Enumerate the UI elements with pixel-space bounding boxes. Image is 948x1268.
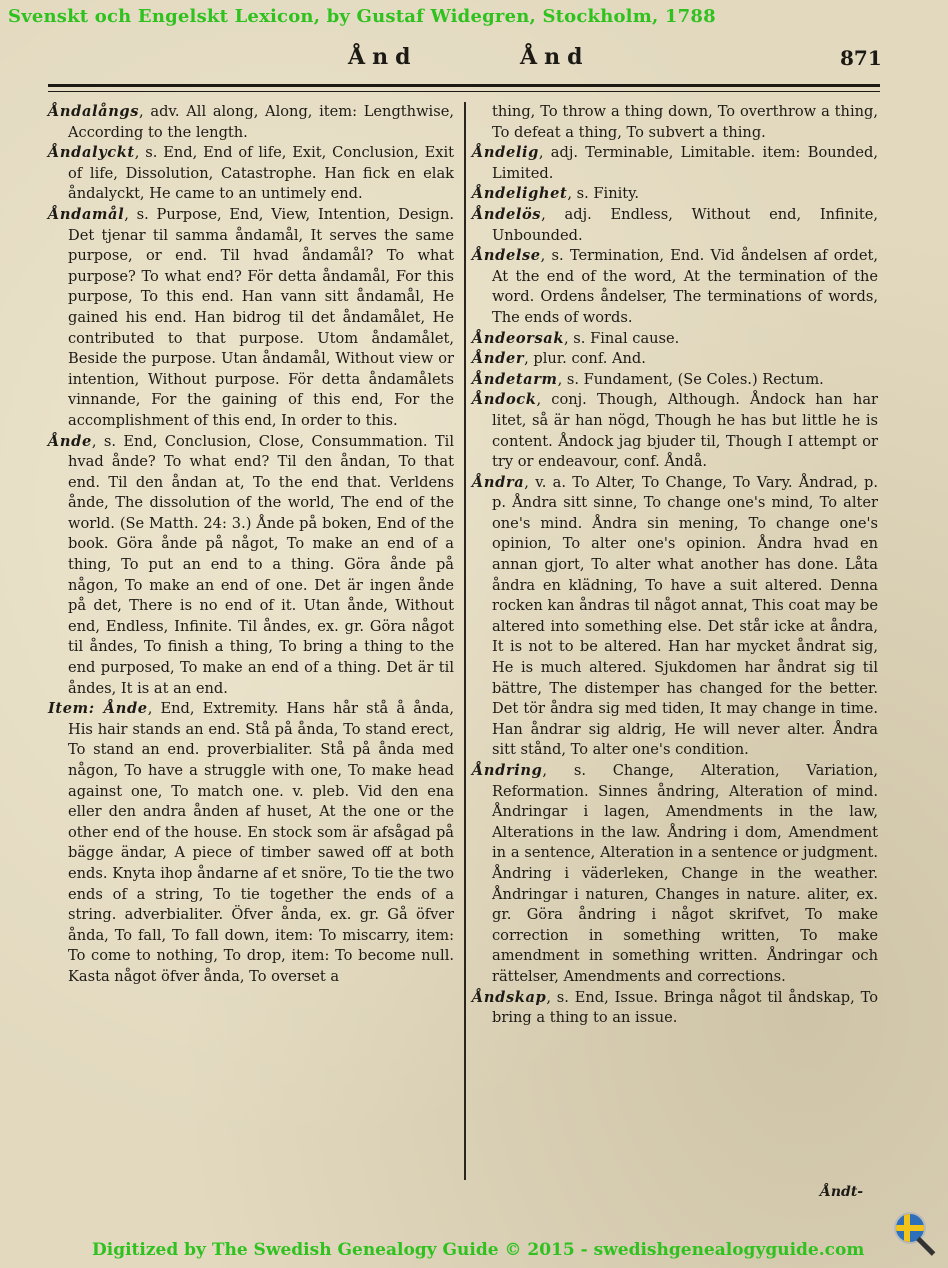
dictionary-entry: [472, 184, 878, 205]
running-head-right: Ånd: [520, 44, 590, 70]
dictionary-entry: [472, 761, 878, 988]
dictionary-entry: [472, 246, 878, 328]
dictionary-entry: [472, 349, 878, 370]
catchword: Åndt-: [820, 1184, 864, 1200]
entry-headword: Åndalyckt: [48, 144, 135, 162]
entry-definition: , s. End, End of life, Exit, Conclusion, Exit of life, Dissolution, Catastrophe. Han fick en elak åndalyckt, He came to an untimely end.: [68, 144, 454, 203]
entry-headword: Åndra: [472, 473, 525, 491]
dictionary-entry: [472, 329, 878, 350]
entry-definition: , s. End, Conclusion, Close, Consummation. Til hvad ånde? To what end? Til den åndan, To that end. Til den åndan at, To the end that. Verldens ånde, The dissolution of the world, The end of the world. (Se Matth. 24: 3.) Ånde på boken, End of the book. Göra ånde på något, To make an end of a thing, To put an end to a thing. Göra ånde på någon, To make an end of one. Det är ingen ånde på det, There is no end of it. Utan ånde, Without end, Endless, Infinite. Til åndes, ex. gr. Göra något til åndes, To finish a thing, To bring a thing to the end purposed, To make an end of a thing. Det är til åndes, It is at an end.: [68, 432, 454, 697]
entry-headword: Ånde: [48, 432, 92, 450]
entry-headword: Ånder: [472, 350, 525, 368]
entry-definition: , s. Termination, End. Vid åndelsen af ordet, At the end of the word, At the termination of the word. Ordens åndelser, The terminations of words, The ends of words.: [492, 247, 878, 326]
entry-headword: Åndelse: [472, 247, 541, 265]
entry-definition: , s. Purpose, End, View, Intention, Design. Det tjenar til samma åndamål, It serves the same purpose, or end. Til hvad åndamål? To what purpose? To what end? För detta åndamål, For this purpose, To this end. Han vann sitt åndamål, He gained his end. Han bidrog til det åndamålet, He contributed to that purpose. Utom åndamålet, Beside the purpose. Utan åndamål, Without view or intention, Without purpose. För detta åndamålets vinnande, For the gaining of this end, For the accomplishment of this end, In order to this.: [68, 205, 454, 429]
entry-headword: Åndock: [472, 391, 537, 409]
entry-headword: Åndring: [472, 762, 543, 779]
entry-definition: , v. a. To Alter, To Change, To Vary. Åndrad, p. p. Åndra sitt sinne, To change one's mind, To alter one's mind. Åndra sin mening, To change one's opinion, To alter one's opinion. Åndra hvad en annan gjort, To alter what another has done. Låta åndra en klädning, To have a suit altered. Denna rocken kan åndras til något annat, This coat may be altered into something else. Det står icke at åndra, It is not to be altered. Han har mycket åndrat sig, He is much altered. Sjukdomen har åndrat sig til bättre, The distemper has changed for the better. Det tör åndra sig med tiden, It may change in time. Han åndrar sig aldrig, He will never alter. Åndra sitt stånd, To alter one's condition.: [492, 473, 878, 759]
header-rule-thick: [48, 84, 880, 87]
dictionary-entry: [472, 205, 878, 246]
entry-definition: , adv. All along, Along, item: Lengthwise, According to the length.: [68, 103, 454, 141]
dictionary-entry: [472, 102, 878, 143]
entry-headword: Item: Ånde: [48, 700, 148, 718]
dictionary-entry: [472, 370, 878, 391]
magnifier-handle-icon: [916, 1237, 935, 1256]
entry-definition: thing, To throw a thing down, To overthrow a thing, To defeat a thing, To subvert a thing.: [492, 103, 878, 141]
digitized-footer-overlay: Digitized by The Swedish Genealogy Guide © 2015 - swedishgenealogyguide.com: [92, 1240, 865, 1260]
entry-definition: , s. Fundament, (Se Coles.) Rectum.: [557, 370, 824, 388]
dictionary-entry: [472, 473, 878, 761]
entry-definition: , End, Extremity. Hans hår stå å ånda, His hair stands an end. Stå på ånda, To stand erect, To stand an end. proverbialiter. Stå på ånda med någon, To have a struggle with one, To make head against one, To match one. v. pleb. Vid den ena eller den andra ånden af huset, At the one or the other end of the house. En stock som är afsågad på bägge ändar, A piece of timber sawed off at both ends. Knyta ihop åndarne af et snöre, To tie the two ends of a string, To tie together the ends of a string. adverbialiter. Öfver ånda, ex. gr. Gå öfver ånda, To fall, To fall down, item: To miscarry, item: To come to nothing, To drop, item: To become null. Kasta något öfver ånda, To overset a: [68, 700, 455, 985]
source-title-overlay: Svenskt och Engelskt Lexicon, by Gustaf Widegren, Stockholm, 1788: [8, 6, 716, 27]
entry-definition: , adj. Terminable, Limitable. item: Bounded, Limited.: [492, 144, 878, 182]
page-number: 871: [840, 46, 882, 70]
entry-headword: Åndskap: [472, 988, 547, 1006]
dictionary-entry: [48, 699, 454, 987]
entry-headword: Åndalångs: [48, 103, 140, 120]
entry-headword: Åndelös: [472, 205, 542, 223]
column-divider: [464, 102, 466, 1180]
dictionary-entry: [48, 205, 454, 432]
right-column: [472, 102, 878, 1029]
entry-definition: , conj. Though, Although. Åndock han har litet, så är han nögd, Though he has but little he is content. Åndock jag bjuder til, Though I attempt or try or endeavour, conf. Åndå.: [492, 391, 878, 471]
dictionary-entry: [48, 102, 454, 143]
entry-definition: , s. Finity.: [567, 185, 640, 203]
running-head-left: Ånd: [348, 44, 418, 70]
dictionary-entry: [48, 432, 454, 700]
dictionary-entry: [472, 143, 878, 184]
entry-headword: Åndelighet: [472, 185, 568, 203]
entry-definition: , plur. conf. And.: [524, 350, 646, 368]
entry-definition: , s. End, Issue. Bringa något til åndskap, To bring a thing to an issue.: [492, 988, 878, 1027]
entry-definition: , adj. Endless, Without end, Infinite, Unbounded.: [492, 205, 878, 244]
entry-headword: Åndetarm: [472, 370, 558, 388]
entry-headword: Åndelig: [472, 144, 539, 162]
dictionary-entry: [472, 390, 878, 472]
entry-definition: , s. Change, Alteration, Variation, Reformation. Sinnes åndring, Alteration of mind. Åndringar i lagen, Amendments in the law, Alterations in the law. Åndring i dom, Amendment in a sentence, Alteration in a sentence or judgment. Åndring i väderleken, Change in the weather. Åndringar i naturen, Changes in nature. aliter, ex. gr. Göra åndring i något skrifvet, To make correction in something written, To make amendment in something written. Åndringar och rättelser, Amendments and corrections.: [492, 762, 878, 985]
left-column: [48, 102, 454, 988]
entry-headword: Åndeorsak: [472, 329, 565, 347]
dictionary-entry: [48, 143, 454, 205]
entry-definition: , s. Final cause.: [564, 329, 680, 347]
entry-headword: Åndamål: [48, 205, 125, 223]
header-rule-thin: [48, 91, 880, 92]
dictionary-entry: [472, 988, 878, 1029]
